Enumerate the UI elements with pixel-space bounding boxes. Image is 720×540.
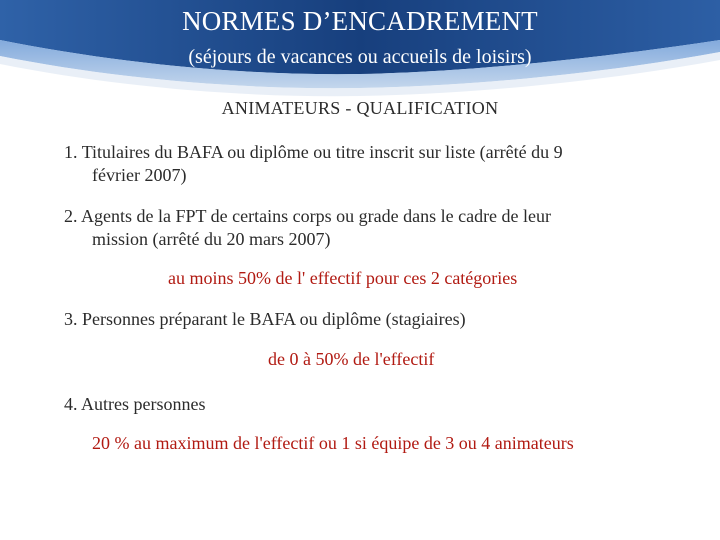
list-item-4 xyxy=(64,393,206,416)
list-item-text: Autres personnes xyxy=(81,394,206,414)
slide-title: NORMES D’ENCADREMENT xyxy=(182,6,538,36)
slide-header xyxy=(0,0,720,100)
slide-subtitle: (séjours de vacances ou accueils de loisirs) xyxy=(188,46,532,68)
note-autres-personnes: 20 % au maximum de l'effectif ou 1 si équipe de 3 ou 4 animateurs xyxy=(92,433,574,453)
list-item-3 xyxy=(64,308,466,331)
section-heading: ANIMATEURS - QUALIFICATION xyxy=(221,98,499,118)
list-item-text: Personnes préparant le BAFA ou diplôme (stagiaires) xyxy=(82,309,466,329)
list-item-1 xyxy=(64,141,563,187)
list-item-number: 3. xyxy=(64,309,78,329)
list-item-2 xyxy=(64,205,551,251)
list-item-text: Titulaires du BAFA ou diplôme ou titre inscrit sur liste (arrêté du 9 xyxy=(81,142,563,162)
list-item-number: 1. xyxy=(64,142,78,162)
list-item-number: 2. xyxy=(64,206,78,226)
list-item-text-continued: mission (arrêté du 20 mars 2007) xyxy=(92,229,331,249)
note-categories-1-2: au moins 50% de l' effectif pour ces 2 catégories xyxy=(168,268,518,288)
list-item-text: Agents de la FPT de certains corps ou grade dans le cadre de leur xyxy=(81,206,552,226)
list-item-text-continued: février 2007) xyxy=(92,165,187,185)
note-stagiaires: de 0 à 50% de l'effectif xyxy=(268,349,435,369)
list-item-number: 4. xyxy=(64,394,78,414)
